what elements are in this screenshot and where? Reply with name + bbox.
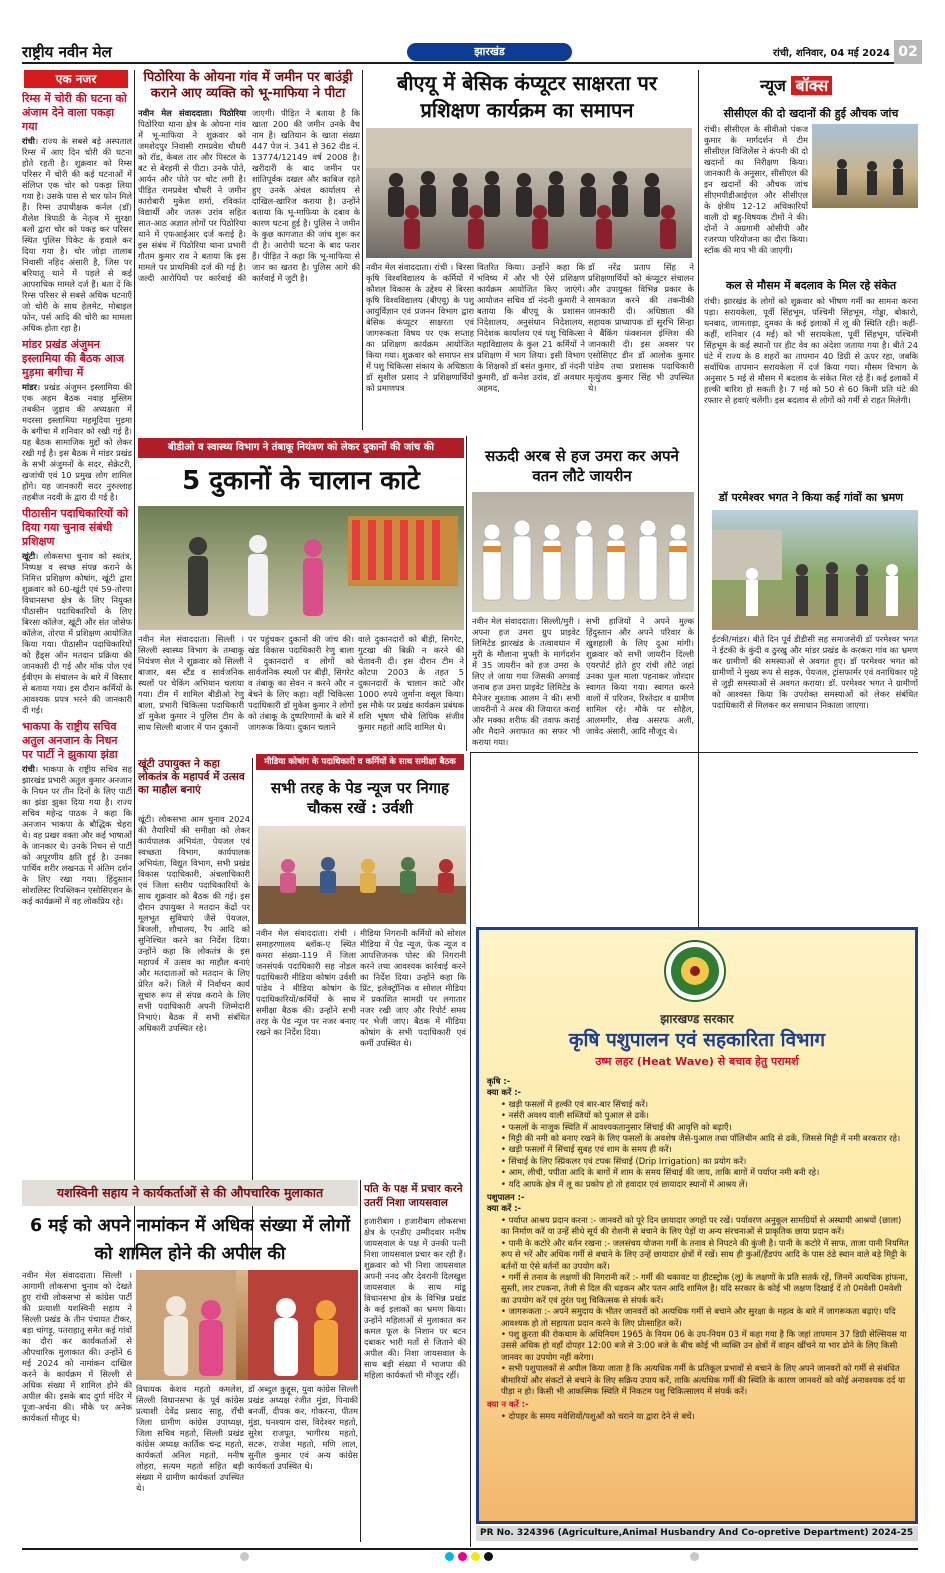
- ad-list-item: • दोपहर के समय मवेशियों/पशुओं को चराने या द्वारा देने से बचें।: [501, 1410, 695, 1421]
- hazaribagh-body: हजारीबाग । हजारीबाग लोकसभा क्षेत्र के एनडीए उम्मीदवार मनीष जायसवाल के पक्ष में उनकी पत्नी निशा जायसवाल प्रचार कर रही हैं। शुक्रवार को भी निशा जायसवाल अपनी ननद और देवरानी दिलखुश जायसवाल के साथ मांडू विधानसभा क्षेत्र के विभिन्न प्रखंड के कई इलाकों का भ्रमण किया। उन्होंने महिलाओं से मुलाकात कर कमल फूल के निशान पर बटन दबाकर भारी मतों से जिताने की अपील की। निशा जायसवाल के साथ बड़ी संख्या में भाजपा की महिला कार्यकर्ता भी मौजूद रहीं।: [364, 1216, 466, 1380]
- ad-list-item: • मिट्टी की नमी को बनाए रखने के लिए फसलों के अवशेष जैसे-पुआल तथा पॉलिथीन आदि से ढकें, जिससे मिट्टी में नमी बरकरार रहे।: [501, 1133, 901, 1144]
- ad-list-item: • गर्मी से तनाव के लक्षणों की निगरानी करें :- गर्मी की थकावट या हीटस्ट्रोक (लू) के लक्षणों के प्रति सतर्क रहें, जिनमें अत्यधिक हांफना, सुस्ती, लार टपकना, तेजी से दिल की धड़कन और पतन आदि शामिल है। यदि सरकार के कोई भी लक्षण दिखाई दें तो 0मवेशी 0मवेशी का उपयोग करें एवं तुरंत पशु चिकित्सक से संपर्क करें।: [501, 1271, 908, 1305]
- news-box-label: न्यूज बॉक्स: [760, 74, 832, 96]
- bau-headline: बीएयू में बेसिक कंप्यूटर साक्षरता पर प्रशिक्षण कार्यक्रम का समापन: [396, 71, 658, 122]
- media-kicker: मीडिया कोषांग के पदाधिकारी व कर्मियों के साथ समीक्षा बैठक: [256, 754, 464, 770]
- ek-nazar-label: एक नजर: [24, 70, 128, 88]
- ad-list-item: • पानी के कटोरे और बर्तन रखना :- जलसंचय योजना गर्मी के तनाव से निपटने की कुंजी है। पानी के कटोरे में साफ, ताजा पानी नियमित रूप से भरें और अधिक गर्मी से बचाने के लिए उन्हें छायादार क्षेत्रों में रखें। साथ ही कुओं/हैंडपंप आदि के पास ठंडे स्थान वाले बड़े मिट्टी के बर्तनों या ऐसे बर्तनों का उपयोग करें।: [501, 1237, 909, 1271]
- saudi-headline: सऊदी अरब से हज उमरा कर अपने वतन लौटे जायरीन: [485, 447, 679, 485]
- ad-list-item: • पर्याप्त आश्रय प्रदान करना :- जानवरों को पूरे दिन छायादार जगहों पर रखें। पर्यावरण अनुकूल सामग्रियों से अस्थायी आश्रयों (छाला) का निर्माण करें या उन्हें सीधे सूर्य की रोशनी से बचाने के लिए पेड़ों या अन्य संरचनाओं से प्राकृतिक छाया प्रदान करें।: [501, 1214, 902, 1237]
- news-box-headline-1: सीसीएल की दो खदानों की हुई औचक जांच: [723, 107, 899, 120]
- column-divider: [362, 70, 363, 430]
- ad-list-item: • सिंचाई के लिए स्प्रिंकलर एवं टपक सिंचाई (Drip Irrigation) का प्रयोग करें।: [501, 1155, 747, 1166]
- ad-list-item: • सभी पशुपालकों से अपील किया जाता है कि अत्यधिक गर्मी के प्रतिकूल प्रभावों से बचाने के लिए अपने जानवरों को गर्मी से संबंधित बीमारियों और संकटों से बचाने के लिए सक्रिय उपाय करें, ताकि अत्यधिक गर्मी की स्थिति के कारण जानवरों को कोई अनावश्यक दर्द या पीड़ा न हो। किसी भी आकस्मिक स्थिति में निकटम पशु चिकित्सालय में संपर्क करें।: [501, 1363, 906, 1396]
- masthead: [22, 40, 922, 64]
- saudi-photo: [472, 492, 694, 612]
- registration-mark: [458, 1552, 467, 1561]
- heat-wave-advertisement: [476, 927, 918, 1524]
- registration-mark: [445, 1552, 454, 1561]
- story-headline: मांडर प्रखंड अंजुमन इस्लामिया की बैठक आज मुड़मा बगीचा में: [22, 338, 124, 379]
- bau-body-col1: नवीन मेल संवाददाता। रांची । बिरसा कृषि विश्वविद्यालय के कर्मियों में कौशल विकास के उद्देश्य से बिरसा कृषि विश्वविद्यालय (बीएयू) के पशु आयुर्विज्ञान एवं प्रजनन विभाग द्वारा बेसिक कंप्यूटर साक्षरता एवं जागरूकता विषय पर एक सप्ताह का प्रशिक्षण कार्यक्रम आयोजित किया गया। शुक्रवार को समापन सत्र में पशु चिकित्सा संकाय के अधिष्ठाता डॉ सुशील प्रसाद ने प्रशिक्षणार्थियों को प्रमाणपत्र: [366, 262, 474, 393]
- yashaswini-body-col2: विधायक केशव महतो कमलेश, सिल्ली विधानसभा के पूर्व कांग्रेस प्रत्याशी देवेंद्र प्रसाद साहू, राँची जिला ग्रामीण कांग्रेस उपाध्यक्ष, जिला सचिव महतो, सिल्ली प्रखंड कांग्रेस अध्यक्ष कार्तिक चन्द्र महतो, कार्यकर्ता अनिल महतो, मनीष लोहरा, सत्यम महतो सहित बड़ी संख्या में ग्रामीण कार्यकर्ता उपस्थित थे।: [136, 1384, 244, 1493]
- ad-list-item: • खड़ी फसलों में हल्की एवं बार-बार सिंचाई करें।: [501, 1098, 649, 1109]
- paper-name: राष्ट्रीय नवीन मेल: [22, 43, 112, 61]
- ad-department: कृषि पशुपालन एवं सहकारिता विभाग: [568, 1029, 826, 1051]
- ad-subtitle: उष्म लहर (Heat Wave) से बचाव हेतु परामर्श: [595, 1055, 799, 1068]
- news-box-body-1: रांची। सीसीएल के सीवीओ पंकज कुमार के मार्गदर्शन में टीम सीसीएल विजिलेंस ने कंपनी की दो खदानों का निरीक्षण किया। जानकारी के अनुसार, सीसीएल की इन खदानों की औचक जांच सीएमपीडीआईएल और सीसीएल के क्षेत्रीय 12-12 अधिकारियों वाली दो बहु-विषयक टीमों ने की। दोनों ने अग्रगामी ओसीपी और रजरप्पा परियोजना का दौरा किया। स्टॉक की माप भी की जाएगी।: [704, 124, 808, 255]
- news-box-body-3: ईटकी/मांडर। बीते दिन पूर्व डीडीसी सह समाजसेवी डॉ परमेश्वर भगत ने ईटकी के कुंदी व ठुरखु और मांडर प्रखंड के करकरा गांव का भ्रमण कर ग्रामीणों की समस्याओं से अवगत हुए। डॉ परमेश्वर भगत को ग्रामीणों ने मुख्य रूप से सड़क, पेयजल, ट्रांसफार्मर एवं वनाधिकार पट्टे से जुड़ी समस्याओं से अवगत कराया। डॉ. परमेश्वर भगत ने ग्रामीणों को आश्वस्त किया कि उपरोक्त समस्याओं को लेकर संबंधित पदाधिकारी से मिलकर कर समाधान निकाला जाएगा।: [712, 634, 918, 710]
- ek-nazar-column: [22, 92, 132, 1254]
- yashaswini-body-col1: नवीन मेल संवाददाता। सिल्ली । आगामी लोकसभा चुनाव को देखते हुए रांची लोकसभा से कांग्रेस पार्टी की प्रत्याशी यशस्विनी सहाय ने सिल्ली प्रखंड के तीन पंचायत टीकर, बड़ा चांगड़ू, पतराहातू समेत कई गांवों का दौरा कर कार्यकर्ताओं से औपचारिक मुलाकात की। उन्होंने 6 मई 2024 को नामांकन दाखिल करने के कार्यक्रम में सिल्ली से अधिक संख्या में शामिल होने की अपील की। इसके बाद दुर्गा मंदिर में पूजा-अर्चना की। मौके पर अनेक कार्यकर्ता मौजूद थे।: [22, 1270, 132, 1423]
- saudi-body-col1: नवीन मेल संवाददाता। सिल्ली/मुरी । अपना हज उमरा ग्रुप प्राइवेट लिमिटेड झारखंड के तत्वावधान में मुरी के मौलाना मुफ्ती के मार्गदर्शन में 35 जायरीन को हज उमरा के लिए ले जाया गया जिसकी अगवाई जनाब हज उमरा प्राइवेट लिमिटेड के मैनेजर मुश्ताक आलम ने की। सभी जायरीनों ने अरब की जियारत कराई और मक्का शरीफ की तवाफ कराई और मैदाने अराफात का सफर भी कराया गया।: [472, 616, 580, 747]
- jharkhand-emblem-icon: [664, 940, 726, 1002]
- tobacco-headline: 5 दुकानों के चालान काटे: [182, 466, 420, 496]
- khunti-body: खूंटी। लोकसभा आम चुनाव 2024 की तैयारियों की समीक्षा को लेकर कार्यपालक अभियंता, पेयजल एवं स्वच्छता विभाग, कार्यपालक अभियंता, विद्युत विभाग, सभी प्रखंड विकास पदाधिकारी, अंचलाधिकारी एवं जिला स्तरीय पदाधिकारियों के साथ शुक्रवार को बैठक की गई। इस दौरान उपायुक्त ने मतदान केंद्रों पर मूलभूत सुविधाएं जैसे पेयजल, बिजली, शौचालय, रैंप आदि को सुनिश्चित करने का निर्देश दिया। उन्होंने कहा कि लोकतंत्र के इस महापर्व में उत्सव का माहौल बनाएं और मतदाताओं को मतदान के लिए प्रेरित करें। जिले में निर्वाचन कार्य सुचारु रूप से संपन्न कराने के लिए सभी पदाधिकारी अपनी जिम्मेदारी निभाएं। बैठक में सभी संबंधित अधिकारी उपस्थित रहे।: [138, 814, 250, 1033]
- village-visit-photo: [712, 510, 918, 630]
- ad-list-item: • फसलों के नाजुक स्थिति में आवश्यकतानुसार सिंचाई की आवृत्ति को बढ़ाएँ।: [501, 1121, 732, 1132]
- news-box-headline-3: डॉ परमेश्वर भगत ने किया कई गांवों का भ्रमण: [718, 491, 904, 504]
- bau-body-col3: डॉ नरेंद्र प्रताप सिंह ने प्रशिक्षणार्थियों को कंप्यूटर संचालन और उपायुक्त विभिन्न प्रकार के सामकाज करने की तकनीकी जानकारी दी। अधिष्ठाता की सहायक प्राध्यापक डॉ सुरभि सिन्हा ने बैंकिंग फंक्शनल इंग्लिश की जानकारी दी। इस अवसर पर एसोसिएट डीन डॉ आलोक कुमार पांडेय तथा प्रशासक पदाधिकारी मृत्युंजय कुमार सिंह भी उपस्थित थे।: [588, 262, 694, 393]
- column-divider: [698, 70, 699, 930]
- land-headline: पिठोरिया के ओयना गांव में जमीन पर बाउंड्री कराने आए व्यक्ति को भू-माफिया ने पीटा: [143, 70, 353, 101]
- yashaswini-photo: [136, 1270, 358, 1380]
- bottom-rule: [22, 1548, 918, 1550]
- media-body-col1: नवीन मेल संवाददाता। रांची । समाहरणालय ब्लॉक-ए स्थित कमरा संख्या-119 में जिला जनसंपर्क पदाधिकारी सह नोडल पदाधिकारी मीडिया कोषांग उर्वशी पांडेय ने मीडिया कोषांग के पदाधिकारियों/कर्मियों के साथ समीक्षा बैठक की। उन्होंने सभी तरह के पेड न्यूज पर नजर बनाए रखने का निर्देश दिया।: [256, 928, 356, 1037]
- ccl-mine-photo: [812, 124, 918, 208]
- yashaswini-kicker: यशस्विनी सहाय ने कार्यकर्ताओं से की औपचारिक मुलाकात: [56, 1185, 324, 1200]
- registration-mark: [471, 1552, 480, 1561]
- ad-list-item: • जागरूकता :- अपने समुदाय के भीतर जानवरों को अत्यधिक गर्मी से बचाने और सुरक्षा के महत्व के बारे में जागरूकता बढ़ाएं। यदि आवश्यक हो तो सहायता प्रदान करने के लिए प्रोत्साहित करें।: [501, 1306, 896, 1328]
- media-body-col2: मीडिया निगरानी कर्मियों को सोशल मीडिया में पेड न्यूज, फेक न्यूज व आपत्तिजनक पोस्ट की निगरानी करने तथा आवश्यक कार्रवाई करने का निर्देश दिया। उन्होंने कहा कि प्रिंट, इलेक्ट्रॉनिक व सोशल मीडिया में प्रकाशित सामग्री पर लगातार नजर रखी जाए और रिपोर्ट समय पर भेजी जाए। बैठक में मीडिया कोषांग के सभी पदाधिकारी एवं कर्मी उपस्थित थे।: [360, 928, 466, 1048]
- registration-mark: [690, 1552, 699, 1561]
- saudi-body-col2: सभी हाजियों ने अपने मुल्क हिंदुस्तान और अपने परिवार के खुशहाली के लिए दुआ मांगी। शुक्रवार को सभी जायरीन दिल्ली एयरपोर्ट होते हुए रांची लौटे जहां उनका फूल माला पहनाकर जोरदार स्वागत किया गया। स्वागत करने वालों में परिजन, रिश्तेदार व ग्रामीण शामिल रहे। मौके पर सोहैल, आलमगीर, शेख असरफ अली, जावेद अंसारी, आदि मौजूद थे।: [586, 616, 694, 736]
- column-divider: [360, 1180, 361, 1542]
- section-label: झारखंड: [407, 43, 572, 61]
- ad-govt: झारखण्ड सरकार: [660, 1012, 734, 1026]
- ad-list-item: • आम, लीची, पपीता आदि के बागों में शाम के समय सिंचाई की जाय, ताकि बागों में पर्याप्त नमी बनी रहे।: [501, 1167, 820, 1178]
- tobacco-body-col2: पर पहुंचकर दुकानों की जांच की। खंड विकास पदाधिकारी रेणु बाला ने दुकानदारों व लोगों को सार्वजनिक स्थलों पर बीड़ी, सिगरेट व तंबाकू का सेवन न करने और न बेचने के लिए कहा। वहीं चिकित्सा पदाधिकारी डॉ मुकेश कुमार ने लोगों को तंबाकू के दुष्परिणामों के बारे में जागरूक किया। दुकान चलाने: [248, 634, 354, 732]
- bau-body-col2: वितरित किया। उन्होंने कहा कि भविष्य में और भी ऐसे प्रशिक्षण कार्यक्रम आयोजित किए जाएंगे। आयोजन सचिव डॉ नंदनी कुमारी ने बताया कि बीएयू के प्रशासन निदेशालय, अनुसंधान निदेशालय, निदेशक कार्यालय एवं पशु चिकित्सा महाविद्यालय के कुल 21 कर्मियों ने प्रशिक्षण में भाग लिया। इसी विभाग के शिक्षकों डॉ बसंत कुमार, डॉ नंदनी कुमारी, डॉ कनेश उरांव, डॉ अवधार अहमद,: [477, 262, 585, 393]
- tobacco-photo: [138, 506, 464, 630]
- story-body: खूंटी। लोकसभा चुनाव को स्वतंत्र, निष्पक्ष व स्वच्छ संपन्न कराने के निमित्त प्रशिक्षण कोषांग, खूंटी द्वारा शुक्रवार को 60-खूंटी एवं 59-तोरपा विधानसभा क्षेत्र के लिए नियुक्त पीठासीन पदाधिकारियों के लिए बिरसा कॉलेज, खूंटी और संत जोसेफ कॉलेज, तोरपा में प्रशिक्षण आयोजित किया गया। पीठासीन पदाधिकारियों को हैंड्स ऑन मतदान प्रक्रिया की जानकारी दी गई और मॉक पोल एवं ईवीएम के संचालन के बारे में विस्तार से बताया गया। इस दौरान कर्मियों के आवश्यक प्रपत्र भरने की जानकारी दी गई।: [22, 551, 132, 715]
- registration-mark: [484, 1552, 493, 1561]
- story-body: रांची। राज्य के सबसे बड़े अस्पताल रिम्स में आए दिन चोरी की घटना होते रहती है। शुक्रवार को रिम्स परिसर में चोरी की कई घटनाओं में संलिप्त एक चोर को पकड़ा लिया गया है। उसके पास से चार फोन मिले हैं। रिम्स उपाधीक्षक कर्नल (डॉ) शैलेश त्रिपाठी के नेतृत्व में सुरक्षा बलों द्वारा चोर को पकड़ कर परिसर स्थित पुलिस पिकेट के हवाले कर दिया गया है। चोर जोड़ा तालाब निवासी नहिद अंसारी है, जिस पर बरियातू थाने में पहले से कई आपराधिक मामले दर्ज हैं। बता दें कि रिम्स परिसर से सबसे अधिक घटनाएँ जो चोरी के साथ हेलमेट, मोबाइल फोन, पर्स आदि की चोरी का मामला अधिक होता रहा है।: [22, 136, 132, 333]
- media-meeting-photo: [258, 826, 466, 924]
- yashaswini-kicker-band: [22, 1180, 358, 1206]
- story-body: रांची। भाकपा के राष्ट्रीय सचिव सह झारखंड प्रभारी अतुल कुमार अनजान के निधन पर तीन दिनों के लिए पार्टी का झंडा झुका दिया गया है। राज्य सचिव महेन्द्र पाठक ने कहा कि अनजान भाकपा के बौद्धिक चेहरा थे। वह प्रखर वक्ता और कई भाषाओं के जानकार थे। उनके निधन से पार्टी को अपूरणीय क्षति हुई है। उनका पार्थिव शरीर लखनऊ में अंतिम दर्शन के लिए रखा गया। हिंदुस्तान सोशलिस्ट रिपब्लिकन एसोसिएशन के कई कार्यक्रमों में वह लोकप्रिय रहे।: [22, 764, 132, 906]
- hazaribagh-headline: पति के पक्ष में प्रचार करने उतरीं निशा जायसवाल: [364, 1183, 463, 1209]
- tobacco-body-col1: नवीन मेल संवाददाता। सिल्ली । सिल्ली स्वास्थ्य विभाग के तम्बाकू नियंत्रण सेल ने शुक्रवार को सिल्ली बाजार, बस स्टैंड व सार्वजनिक स्थलों पर चेकिंग अभियान चलाया गया। टीम में शामिल बीडीओ रेणु बाला, प्रभारी चिकित्सा पदाधिकारी डॉ मुकेश कुमार ने पुलिस टीम के साथ सिल्ली बाजार में पान दुकानों: [138, 634, 244, 732]
- bau-group-photo: [366, 128, 692, 258]
- ad-krishi-section: कृषि :- क्या करें :- • खड़ी फसलों में हल्की एवं बार-बार सिंचाई करें। • नर्सरी अवश्य वाली सब्जियों को पुआल से ढकें। • फसलों के नाजुक स्थिति में आवश्यकतानुसार सिंचाई की आवृत्ति को बढ़ाएँ। • मिट्टी की नमी को बनाए रखने के लिए फसलों के अवशेष जैसे-पुआल तथा पॉलिथीन आदि से ढकें, जिससे मिट्टी में नमी बरकरार रहे। • खड़ी फसलों में सिंचाई सुबह एवं शाम के समय ही करें। • सिंचाई के लिए स्प्रिंकलर एवं टपक सिंचाई (Drip Irrigation) का प्रयोग करें। • आम, लीची, पपीता आदि के बागों में शाम के समय सिंचाई की जाय, ताकि बागों में पर्याप्त नमी बनी रहे। • यदि आपके क्षेत्र में लू का प्रकोप हो तो हवादार एवं छायादार स्थानों में आश्रय लें। पशुपालन :- क्या करें :- • पर्याप्त आश्रय प्रदान करना :- जानवरों को पूरे दिन छायादार जगहों पर रखें। पर्यावरण अनुकूल सामग्रियों से अस्थायी आश्रयों (छाला) का निर्माण करें या उन्हें सीधे सूर्य की रोशनी से बचाने के लिए पेड़ों या अन्य संरचनाओं से प्राकृतिक छाया प्रदान करें। • पानी के कटोरे और बर्तन रखना :- जलसंचय योजना गर्मी के तनाव से निपटने की कुंजी है। पानी के कटोरे में साफ, ताजा पानी नियमित रूप से भरें और अधिक गर्मी से बचाने के लिए उन्हें छायादार क्षेत्रों में रखें। साथ ही कुओं/हैंडपंप आदि के पास ठंडे स्थान वाले बड़े मिट्टी के बर्तनों या ऐसे बर्तनों का उपयोग करें। • गर्मी से तनाव के लक्षणों की निगरानी करें :- गर्मी की थकावट या हीटस्ट्रोक (लू) के लक्षणों के प्रति सतर्क रहें, जिनमें अत्यधिक हांफना, सुस्ती, लार टपकना, तेजी से दिल की धड़कन और पतन आदि शामिल है। यदि सरकार के कोई भी लक्षण दिखाई दें तो 0मवेशी 0मवेशी का उपयोग करें एवं तुरंत पशु चिकित्सक से संपर्क करें। • जागरूकता :- अपने समुदाय के भीतर जानवरों को अत्यधिक गर्मी से बचाने और सुरक्षा के महत्व के बारे में जागरूकता बढ़ाएं। यदि आवश्यक हो तो सहायता प्रदान करने के लिए प्रोत्साहित करें। • पशु क्रूरता की रोकथाम के अधिनियम 1965 के नियम 06 के उप-नियम 03 में कहा गया है कि जहां तापमान 37 डिग्री सेल्सियस या उससे अधिक हो वहाँ दोपहर 12:00 बजे से 3:00 बजे के बीच कोई भी व्यक्ति उन क्षेत्रों में वाहन खींचने या भार ढोने के लिए किसी जानवर का उपयोग नहीं करेगा। • सभी पशुपालकों से अपील किया जाता है कि अत्यधिक गर्मी के प्रतिकूल प्रभावों से बचाने के लिए अपने जानवरों को गर्मी से संबंधित बीमारियों और संकटों से बचाने के लिए सक्रिय उपाय करें, ताकि अत्यधिक गर्मी की स्थिति के कारण जानवरों को कोई अनावश्यक दर्द या पीड़ा न हो। किसी भी आकस्मिक स्थिति में निकटम पशु चिकित्सालय में संपर्क करें। क्या न करें :- • दोपहर के समय मवेशियों/पशुओं को चराने या द्वारा देने से बचें।: [487, 1076, 911, 1422]
- ad-list-item: • पशु क्रूरता की रोकथाम के अधिनियम 1965 के नियम 06 के उप-नियम 03 में कहा गया है कि जहां तापमान 37 डिग्री सेल्सियस या उससे अधिक हो वहाँ दोपहर 12:00 बजे से 3:00 बजे के बीच कोई भी व्यक्ति उन क्षेत्रों में वाहन खींचने या भार ढोने के लिए किसी जानवर का उपयोग नहीं करेगा।: [501, 1328, 907, 1362]
- land-body: नवीन मेल संवाददाता। पिठोरिया पिठोरिया थाना क्षेत्र के ओयना गांव में भू-माफिया ने शुक्रवार को जमशेदपुर निवासी रामप्रवेश चौधरी को रॉड, केबल तार और पिस्टल के बट से बेरहमी से पीटा। उनके पोते, आर्यन और पोते पर चोट लगी है। पीड़ित रामप्रवेश चौधरी ने जमीन कारोबारी मुकेश शर्मा, रविकांत विद्यार्थी और जतरू उरांव सहित सात-आठ अज्ञात लोगों पर पिठोरिया थाने में एफआईआर दर्ज कराई है। इस संबंध में पिठोरिया थाना प्रभारी गौतम कुमार राव ने बताया कि इस मामले पर प्राथमिकी दर्ज की गई है। जल्दी आरोपियों पर कार्रवाई की जाएगी। पीड़ित ने बताया है कि खाता 200 की जमीन उनके वैध नाम है। खतियान के खाता संख्या 447 पेज नं. 341 से 362 दीड नं. 13774/12149 वर्ष 2008 है। खरीदारी के बाद जमीन पर शांतिपूर्वक दखल और काबिज रहते हुए उनके अंचल कार्यालय से दाखिल-खारिज कराया है। उन्होंने बताया कि भू-माफिया के दबाव के कारण घटना हुई है। पुलिस ने जमीन के कुछ कागजात की जांच शुरू कर दी है। आरोपी घटना के बाद फरार हैं। पीड़ित ने कहा कि भू-माफिया से जान का खतरा है। पुलिस आगे की कार्रवाई में जुटी है।: [138, 108, 360, 283]
- section-divider: [470, 752, 918, 753]
- ad-list-item: • यदि आपके क्षेत्र में लू का प्रकोप हो तो हवादार एवं छायादार स्थानों में आश्रय लें।: [501, 1178, 748, 1189]
- registration-mark: [240, 1552, 249, 1561]
- news-box-headline-2: कल से मौसम में बदलाव के मिल रहे संकेत: [725, 279, 897, 292]
- ad-list-item: • नर्सरी अवश्य वाली सब्जियों को पुआल से ढकें।: [501, 1110, 649, 1121]
- story-headline: रिम्स में चोरी की घटना को अंजाम देने वाला पकड़ा गया: [22, 92, 127, 133]
- pr-number: PR No. 324396 (Agriculture,Animal Husbandry And Co-opretive Department) 2024-25: [476, 1526, 918, 1541]
- news-box-body-2: रांची। झारखंड के लोगों को शुक्रवार को भीषण गर्मी का सामना करना पड़ा। सरायकेला, पूर्वी सिंहभूम, पश्चिमी सिंहभूम, गोड्डा, बोकारो, धनबाद, जामताड़ा, दुमका के कई इलाकों में लू की स्थिति रही। कहीं-कहीं, शनिवार (4 मई) को भी सरायकेला, पूर्वी सिंहभूम, पश्चिमी सिंहभूम के कई स्थानों पर हीट वेव का अंदेशा जताया गया है। बीते 24 घंटे में राज्य के 8 शहरों का तापमान 40 डिग्री से ऊपर रहा, जबकि सर्वाधिक तापमान सरायकेला में दर्ज किया गया। मौसम विभाग के अनुसार 5 मई से मौसम में बदलाव के संकेत मिल रहे हैं। कई इलाकों में हल्की बारिश हो सकती है। 7 मई को 50 से 60 किमी प्रति घंटे की रफ्तार से हवाएं चलेंगी। इस बदलाव से लोगों को गर्मी से राहत मिलेगी।: [704, 296, 918, 405]
- yashaswini-body-col3: डॉ अब्दुल कुद्दूस, युवा कांग्रेस सिल्ली प्रखंड अध्यक्ष रंजीत मुंडा, पिनाकी बनर्जी, दीपक कर, गोकरना, पीतम मुंडा, घनश्याम दास, विदेश्वर महतो, सुरेश राजपूत, भागीरथ महतो, सटरू, राजेश महतो, मणि लाल, सुनील कुमार एवं अन्य कांग्रेस कार्यकर्ता उपस्थित थे।: [248, 1384, 358, 1471]
- khunti-headline: खूंटी उपायुक्त ने कहा लोकतंत्र के महापर्व में उत्सव का माहौल बनाएं: [138, 758, 245, 796]
- column-divider: [134, 70, 135, 1255]
- yashaswini-headline: 6 मई को अपने नामांकन में अधिक संख्या में लोगों को शामिल होने की अपील की: [29, 1216, 351, 1264]
- story-body: मांडर। प्रखंड अंजुमन इस्लामिया की एक अहम बैठक नवाह मुस्लिम तबकीन जुड़ाव की अध्यक्षता में मदरसा इस्लामिया महमूदिया मुड़मा के बगीचा में शनिवार को रखी गई है। यह बैठक सामाजिक मुद्दों को लेकर रखी गई है। इस बैठक में मांडर प्रखंड के सभी अंजुमनों के सदर, सेक्रेटरी, खजांची एवं 10 प्रमुख लोग शामिल होंगे। यह जानकारी सदर नुरुल्लाह तहबीज नदवी के द्वारा दी गई है।: [22, 382, 132, 502]
- tobacco-kicker: बीडीओ व स्वास्थ्य विभाग ने तंबाकू नियंत्रण को लेकर दुकानों की जांच की: [138, 438, 464, 458]
- page-number: 02: [894, 40, 922, 64]
- media-headline: सभी तरह के पेड न्यूज पर निगाह चौकस रखें : उर्वशी: [270, 779, 450, 817]
- story-headline: पीठासीन पदाधिकारियों को दिया गया चुनाव संबंधी प्रशिक्षण: [22, 507, 129, 548]
- dateline: रांची, शनिवार, 04 मई 2024: [773, 48, 890, 59]
- story-headline: भाकपा के राष्ट्रीय सचिव अतुल अनजान के निधन पर पार्टी ने झुकाया झंडा: [22, 720, 118, 761]
- column-divider: [470, 752, 471, 1547]
- tobacco-body-col3: वाले दुकानदारों को बीड़ी, सिगरेट, गुटखा की बिक्री न करने की चेतावनी दी। इस दौरान टीम ने कोटपा 2003 के तहत 5 दुकानदारों के चालान काटे और 1000 रुपये जुर्माना वसूल किया। इस मौके पर प्रखंड कार्यक्रम प्रबंधक शशि भूषण चौबे लिपिक संजीव कुमार महतो आदि शामिल थे।: [358, 634, 464, 732]
- ad-list-item: • खड़ी फसलों में सिंचाई सुबह एवं शाम के समय ही करें।: [501, 1144, 672, 1155]
- column-divider: [466, 436, 467, 751]
